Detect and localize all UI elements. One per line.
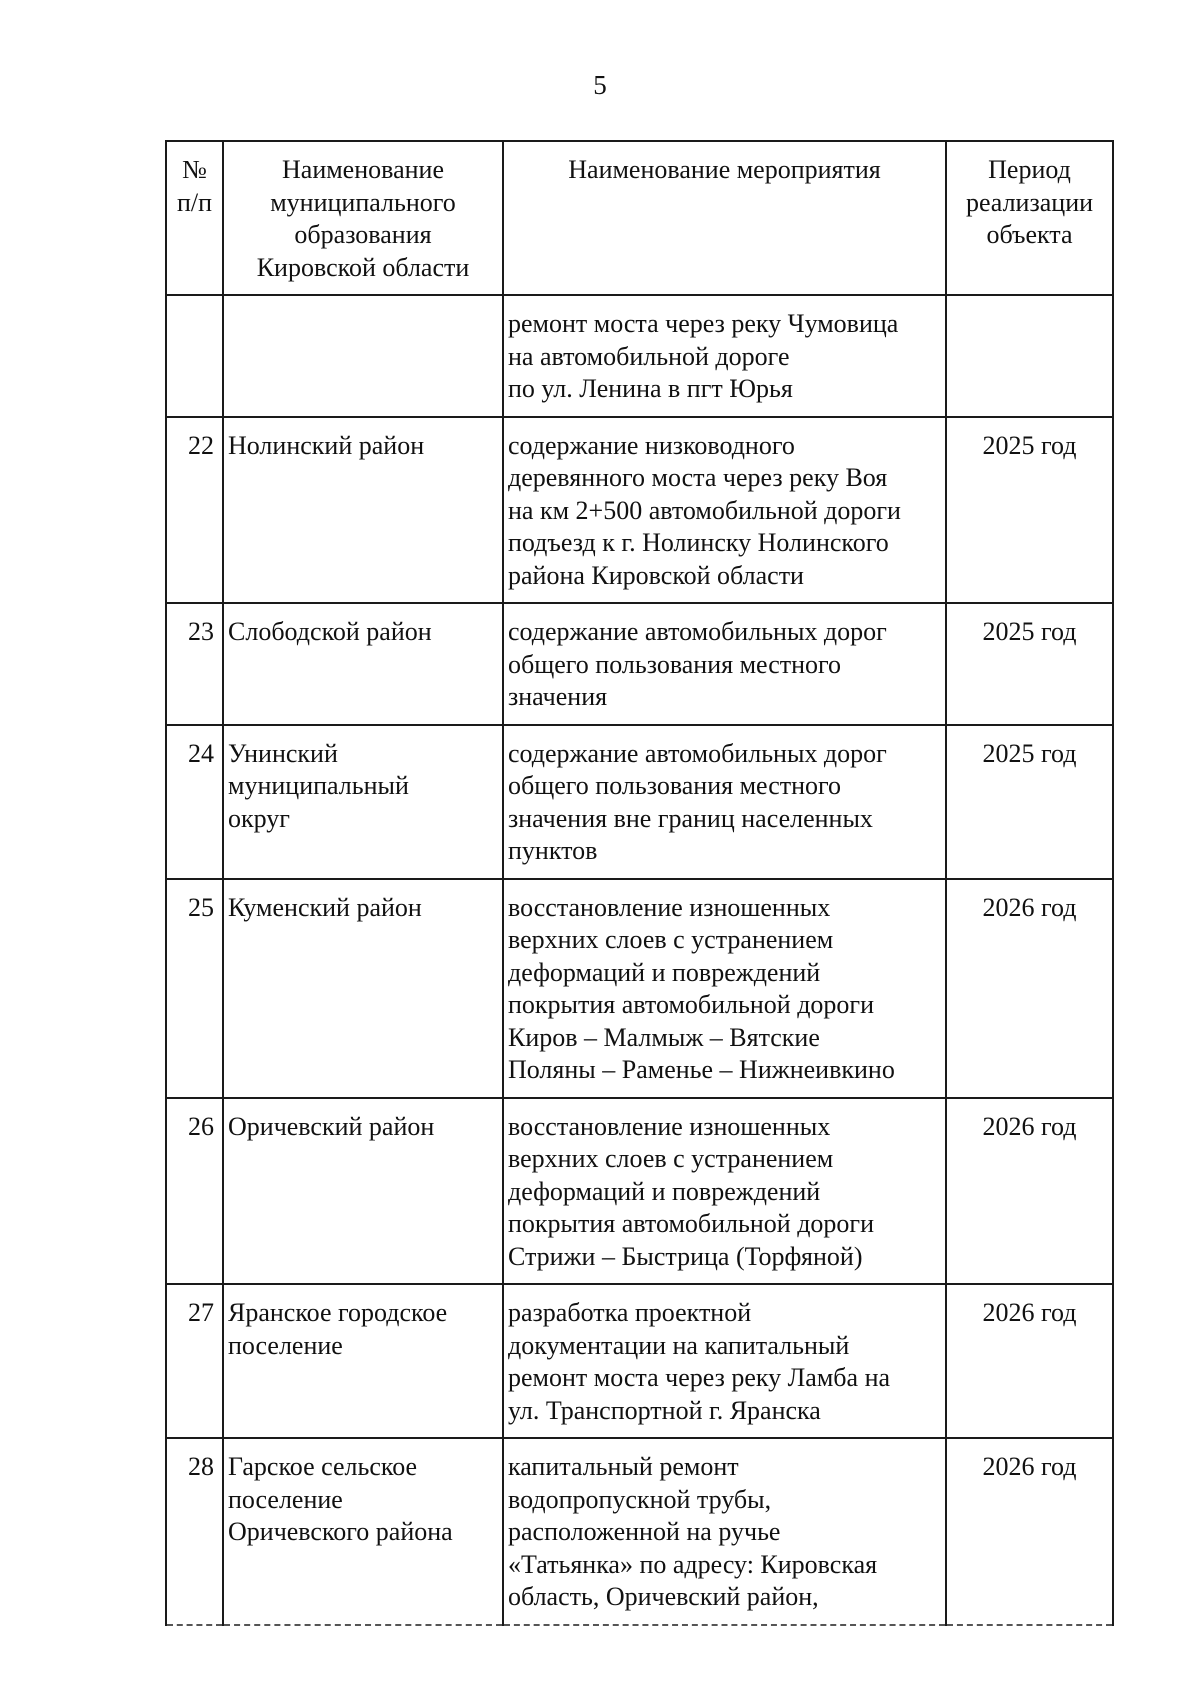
text-line: Оричевский район xyxy=(228,1111,435,1141)
row-activity xyxy=(503,295,946,417)
text-line: объекта xyxy=(986,220,1073,249)
text-line: документации на капитальный xyxy=(508,1330,850,1360)
text-line: верхних слоев с устранением xyxy=(508,925,834,954)
table-row xyxy=(166,295,1113,417)
text-line: деформаций и повреждений xyxy=(508,1176,821,1206)
row-municipality xyxy=(223,1284,503,1438)
text-line: капитальный ремонт xyxy=(508,1452,739,1481)
text-line: Слободской район xyxy=(228,617,432,646)
text-line: муниципального xyxy=(270,187,456,217)
row-period: 2025 год xyxy=(946,603,1113,725)
text-line: покрытия автомобильной дороги xyxy=(508,1209,875,1238)
row-municipality xyxy=(223,1098,503,1285)
row-activity xyxy=(503,1098,946,1285)
text-line: подъезд к г. Нолинску Нолинского xyxy=(508,528,889,557)
text-line: по ул. Ленина в пгт Юрья xyxy=(508,374,793,403)
text-line: поселение xyxy=(228,1484,343,1514)
text-line: область, Оричевский район, xyxy=(508,1582,819,1611)
row-number: 24 xyxy=(166,725,223,879)
row-activity xyxy=(503,417,946,604)
table-row xyxy=(166,417,1113,604)
text-line: Период xyxy=(988,155,1071,184)
text-line: деформаций и повреждений xyxy=(508,957,821,987)
row-municipality xyxy=(223,295,503,417)
table-row xyxy=(166,1438,1113,1625)
text-line: расположенной на ручье xyxy=(508,1517,781,1546)
text-line: восстановление изношенных xyxy=(508,892,831,922)
text-line: содержание автомобильных дорог xyxy=(508,617,887,646)
row-number: 27 xyxy=(166,1284,223,1438)
table-header xyxy=(166,141,1113,295)
table-body xyxy=(166,295,1113,1625)
row-period: 2025 год xyxy=(946,725,1113,879)
row-number: 26 xyxy=(166,1098,223,1285)
text-line: Наименование xyxy=(282,155,444,184)
header-period xyxy=(946,141,1113,295)
table-row xyxy=(166,725,1113,879)
row-municipality xyxy=(223,879,503,1098)
text-line: ремонт моста через реку Ламба на xyxy=(508,1363,891,1392)
text-line: Гарское сельское xyxy=(228,1452,418,1481)
row-activity xyxy=(503,879,946,1098)
text-line: общего пользования местного xyxy=(508,771,842,800)
text-line: Стрижи – Быстрица (Торфяной) xyxy=(508,1241,863,1271)
row-municipality xyxy=(223,603,503,725)
text-line: Поляны – Раменье – Нижнеивкино xyxy=(508,1055,895,1084)
text-line: района Кировской области xyxy=(508,560,804,590)
text-line: общего пользования местного xyxy=(508,649,842,679)
row-municipality xyxy=(223,725,503,879)
header-activity xyxy=(503,141,946,295)
row-activity xyxy=(503,1438,946,1625)
text-line: деревянного моста через реку Воя xyxy=(508,463,888,492)
row-number: 25 xyxy=(166,879,223,1098)
text-line: Куменский район xyxy=(228,892,422,922)
measures-table xyxy=(165,140,1114,1626)
text-line: покрытия автомобильной дороги xyxy=(508,990,875,1019)
text-line: содержание низководного xyxy=(508,430,795,460)
text-line: округ xyxy=(228,803,290,833)
text-line: пунктов xyxy=(508,836,598,865)
row-period: 2026 год xyxy=(946,1284,1113,1438)
text-line: ремонт моста через реку Чумовица xyxy=(508,309,899,338)
text-line: значения вне границ населенных xyxy=(508,803,873,833)
row-period: 2026 год xyxy=(946,879,1113,1098)
text-line: № xyxy=(182,155,207,184)
row-period xyxy=(946,295,1113,417)
text-line: Унинский xyxy=(228,738,338,768)
text-line: восстановление изношенных xyxy=(508,1111,831,1141)
table-row xyxy=(166,603,1113,725)
text-line: значения xyxy=(508,682,608,711)
row-municipality xyxy=(223,1438,503,1625)
text-line: Кировской области xyxy=(256,252,470,282)
header-row xyxy=(166,141,1113,295)
text-line: ул. Транспортной г. Яранска xyxy=(508,1395,821,1425)
text-line: разработка проектной xyxy=(508,1298,752,1327)
text-line: «Татьянка» по адресу: Кировская xyxy=(508,1549,878,1579)
row-activity xyxy=(503,1284,946,1438)
header-municipality xyxy=(223,141,503,295)
text-line: на км 2+500 автомобильной дороги xyxy=(508,495,901,525)
text-line: Киров – Малмыж – Вятские xyxy=(508,1022,820,1052)
text-line: верхних слоев с устранением xyxy=(508,1144,834,1173)
row-municipality xyxy=(223,417,503,604)
text-line: образования xyxy=(294,220,432,249)
text-line: п/п xyxy=(176,187,213,217)
table-row xyxy=(166,1284,1113,1438)
text-line: реализации xyxy=(965,187,1094,217)
row-number xyxy=(166,295,223,417)
text-line: Оричевского района xyxy=(228,1517,453,1546)
row-period: 2026 год xyxy=(946,1098,1113,1285)
row-number: 22 xyxy=(166,417,223,604)
table-row xyxy=(166,879,1113,1098)
text-line: муниципальный xyxy=(228,771,409,800)
text-line: Наименование мероприятия xyxy=(568,155,881,184)
text-line: на автомобильной дороге xyxy=(508,341,790,371)
text-line: поселение xyxy=(228,1330,343,1360)
text-line: Нолинский район xyxy=(228,430,425,460)
row-activity xyxy=(503,603,946,725)
text-line: водопропускной трубы, xyxy=(508,1484,772,1514)
text-line: содержание автомобильных дорог xyxy=(508,738,887,768)
row-period: 2026 год xyxy=(946,1438,1113,1625)
row-number: 28 xyxy=(166,1438,223,1625)
row-number: 23 xyxy=(166,603,223,725)
header-number xyxy=(166,141,223,295)
row-period: 2025 год xyxy=(946,417,1113,604)
text-line: Яранское городское xyxy=(228,1298,448,1327)
table-row xyxy=(166,1098,1113,1285)
page-number: 5 xyxy=(593,70,607,100)
row-activity xyxy=(503,725,946,879)
